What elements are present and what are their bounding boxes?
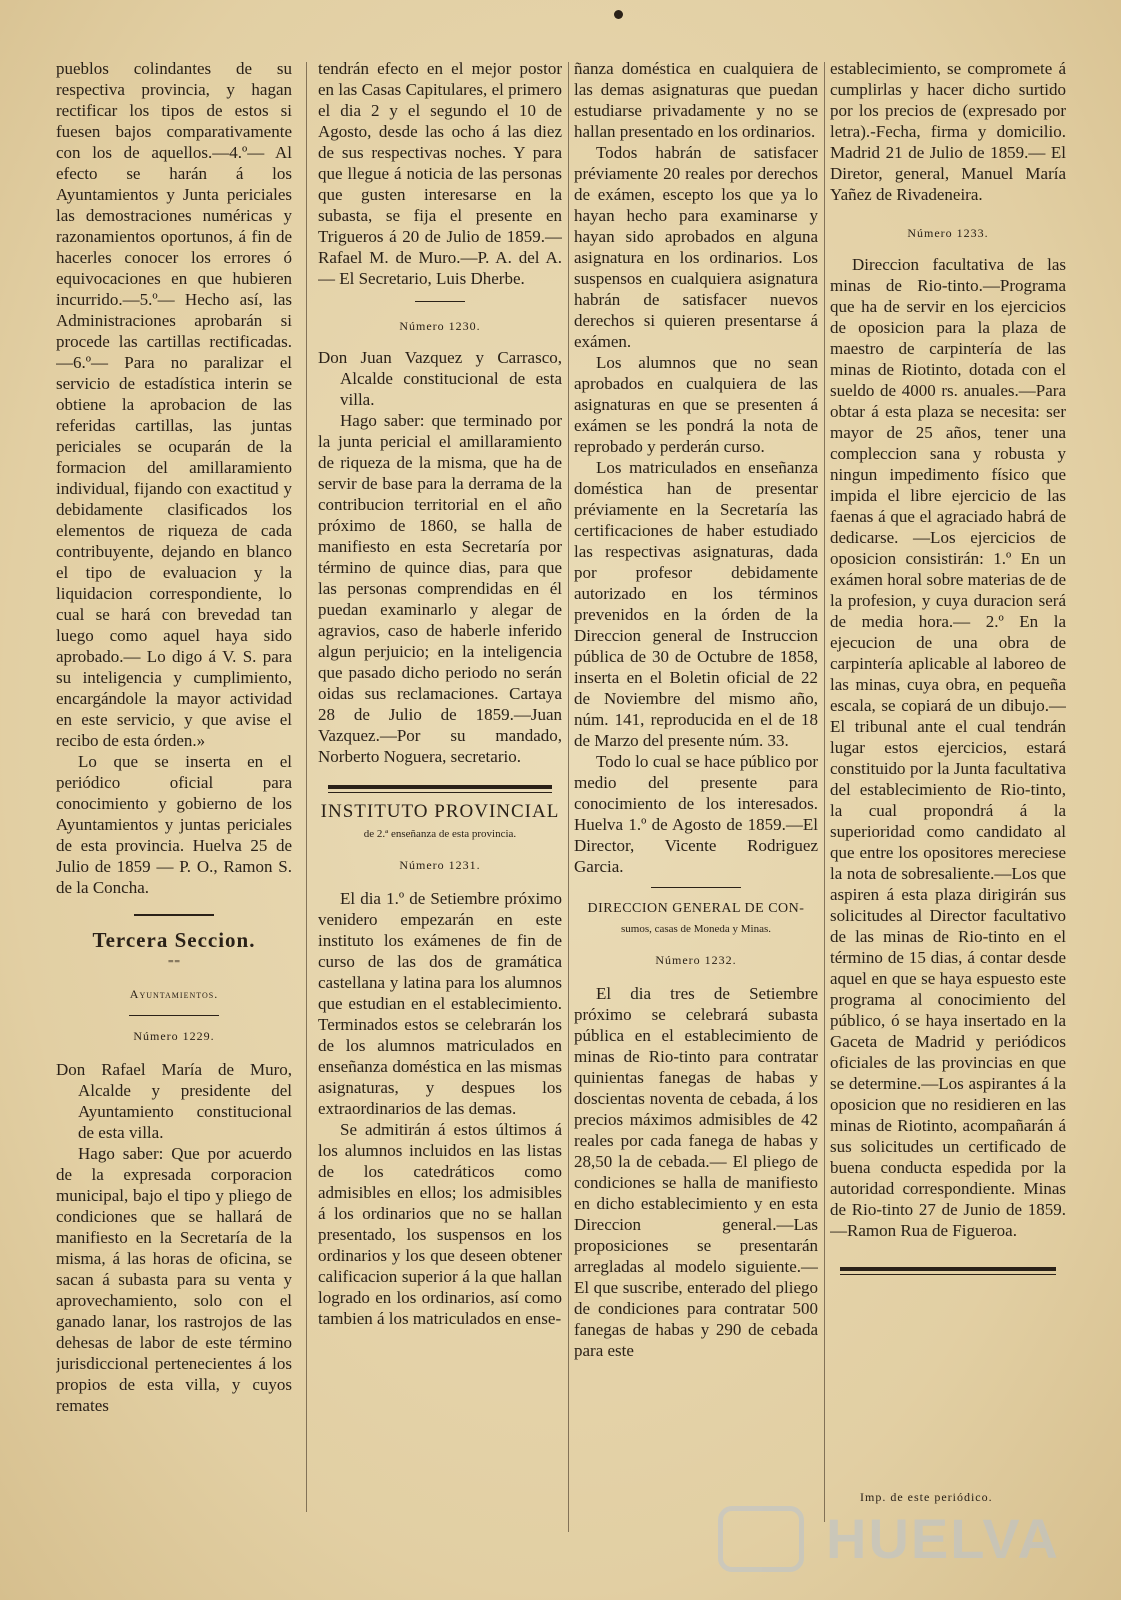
imprint: Imp. de este periódico. xyxy=(860,1490,993,1504)
col2-paragraph-1: tendrán efecto en el mejor postor en las Casas Capitulares, el primero el dia 2 y el segundo el 10 de Agosto, desde las ocho á las diez de sus respectivas noches. Y para que llegue á noticia de las personas que gusten interesarse en la subasta, se fija el presente en Trigueros á 20 de Julio de 1859.—Rafael M. de Muro.—P. A. del A.— El Secretario, Luis Dherbe. xyxy=(318,59,562,288)
ink-dot xyxy=(614,10,623,19)
col3-paragraph-5: Todo lo cual se hace público por medio del presente para conocimiento de los interesados. Huelva 1.º de Agosto de 1859.—El Director, Vicente Rodriguez Garcia. xyxy=(574,752,818,876)
instituto-subtitle: de 2.ª enseñanza de esta provincia. xyxy=(363,828,517,840)
col3-paragraph-6: El dia tres de Setiembre próximo se celebrará subasta pública en el establecimiento de minas de Rio-tinto para contratar quinientas fanegas de habas y doscientas noventa de cebada, á los precios máximos admisibles de 42 reales por cada fanega de habas y 28,50 la de cebada.— El pliego de condiciones se halla de manifiesto en dicho establecimiento y en esta Direccion general.—Las proposiciones se presentarán arregladas al modelo siguiente.— El que suscribe, enterado del pliego de condiciones para contratar 500 fanegas de habas y 290 de cebada para este xyxy=(574,984,818,1360)
divider xyxy=(134,914,214,916)
column-4 xyxy=(830,58,1066,1283)
number-1230: Número 1230. xyxy=(399,319,481,333)
direccion-title: DIRECCION GENERAL DE CON- xyxy=(587,901,805,916)
divider xyxy=(129,1015,219,1016)
col3-paragraph-4: Los matriculados en enseñanza doméstica han de presentar préviamente en la Secretaría las certificaciones de haber estudiado las respectivas asignaturas, dada por profesor debidamente autorizado en los términos prevenidos en la órden de la Direccion general de Instruccion pública de 30 de Octubre de 1858, inserta en el Boletin oficial de 22 de Noviembre del mismo año, núm. 141, reproducida en el de 18 de Marzo del presente núm. 33. xyxy=(574,458,818,750)
section-subtitle: Ayuntamientos. xyxy=(129,987,219,1001)
col1-paragraph-3: Don Rafael María de Muro, Alcalde y presidente del Ayuntamiento constitucional de esta villa. xyxy=(56,1060,292,1142)
section-title: Tercera Seccion. xyxy=(92,928,256,952)
column-rule xyxy=(824,62,825,1522)
double-rule xyxy=(840,1267,1056,1275)
col1-paragraph-4: Hago saber: Que por acuerdo de la expresada corporacion municipal, bajo el tipo y pliego de condiciones que se hallará de manifiesto en la Secretaría de la misma, á las horas de oficina, se sacan á subasta para su venta y aprovechamiento, solo con el ganado lanar, los rastrojos de las dehesas de labor de este término jurisdiccional pertenecientes á los propios de esta villa, y cuyos remates xyxy=(56,1144,292,1415)
column-rule xyxy=(568,62,569,1532)
huelva-watermark xyxy=(718,1500,1060,1580)
col3-paragraph-2: Todos habrán de satisfacer préviamente 20 reales por derechos de exámen, escepto los que ya lo hayan hecho para examinarse y hayan sido aprobados en alguna asignatura en los ordinarios. Los suspensos en cualquiera asignatura habrán de satisfacer nuevos derechos si quieren presentarse á exámen. xyxy=(574,143,818,351)
col4-paragraph-1: establecimiento, se compromete á cumplirlas y hacer dicho surtido por los precios de (expresado por letra).-Fecha, firma y domicilio. Madrid 21 de Julio de 1859.— El Diretor, general, Manuel María Yañez de Rivadeneira. xyxy=(830,59,1066,204)
number-1233: Número 1233. xyxy=(907,226,989,240)
col2-paragraph-4: El dia 1.º de Setiembre próximo venidero empezarán en este instituto los exámenes de fin de curso de las dos de gramática castellana y latina para los alumnos que estudian en el establecimiento. Terminados estos se celebrarán los de los alumnos matriculados en enseñanza doméstica en las mismas asignaturas, y despues los extraordinarios de las demas. xyxy=(318,889,562,1118)
number-1229: Número 1229. xyxy=(133,1029,215,1043)
column-1 xyxy=(56,58,292,1416)
col2-paragraph-5: Se admitirán á estos últimos á los alumnos incluidos en las listas de los catedráticos como admisibles en ellos; los admisibles á los ordinarios que no se hallan presentado, los suspensos en los ordinarios y los que deseen obtener calificacion superior á la que hallan logrado en los ordinarios, así como tambien á los matriculados en ense- xyxy=(318,1120,562,1328)
instituto-title: INSTITUTO PROVINCIAL xyxy=(320,801,560,822)
divider xyxy=(415,301,465,302)
column-2 xyxy=(318,58,562,1329)
column-rule xyxy=(306,62,307,1512)
col3-paragraph-1: ñanza doméstica en cualquiera de las demas asignaturas que puedan estudiarse privadamente y no se hallan presentado en los ordinarios. xyxy=(574,59,818,141)
double-rule xyxy=(328,785,552,793)
number-1231: Número 1231. xyxy=(399,858,481,872)
column-3 xyxy=(574,58,818,1361)
col1-paragraph-2: Lo que se inserta en el periódico oficial para conocimiento y gobierno de los Ayuntamientos y juntas periciales de esta provincia. Huelva 25 de Julio de 1859 — P. O., Ramon S. de la Concha. xyxy=(56,752,292,897)
direccion-subtitle: sumos, casas de Moneda y Minas. xyxy=(620,923,771,935)
watermark-logo-icon xyxy=(718,1506,804,1572)
ornament-divider: ⁼⁼ xyxy=(167,956,181,970)
col2-paragraph-2: Don Juan Vazquez y Carrasco, Alcalde constitucional de esta villa. xyxy=(318,348,562,409)
col2-paragraph-3: Hago saber: que terminado por la junta pericial el amillaramiento de riqueza de la misma, que ha de servir de base para la derrama de la contribucion territorial en el año próximo de 1860, se halla de manifiesto en esta Secretaría por término de quince dias, para que las personas comprendidas en él puedan examinarlo y alegar de agravios, caso de haberle inferido algun perjuicio; en la inteligencia que pasado dicho periodo no serán oidas sus reclamaciones. Cartaya 28 de Julio de 1859.—Juan Vazquez.—Por su mandado, Norberto Noguera, secretario. xyxy=(318,411,562,766)
watermark-text: HUELVA xyxy=(826,1507,1060,1570)
col3-paragraph-3: Los alumnos que no sean aprobados en cualquiera de las asignaturas en que se presenten á exámen se les pondrá la nota de reprobado y perderán curso. xyxy=(574,353,818,456)
divider xyxy=(651,887,741,888)
col4-paragraph-2: Direccion facultativa de las minas de Rio-tinto.—Programa que ha de servir en los ejercicios de oposicion para la plaza de maestro de carpintería de las minas de Riotinto, dotada con el sueldo de 4000 rs. anuales.—Para obtar á esta plaza se necesita: ser mayor de 25 años, tener una compleccion sana y robusta y ningun impedimento físico que impida el libre ejercicio de las faenas á que el agraciado habrá de dedicarse. —Los ejercicios de oposicion consistirán: 1.º En un exámen horal sobre materias de de la profesion, y cuya duracion será de media hora.— 2.º En la ejecucion de una obra de carpintería aplicable al laboreo de las minas, cuya obra, en pequeña escala, se copiará de un dibujo.—El tribunal ante el cual tendrán lugar estos ejercicios, estará constituido por la Junta facultativa del establecimiento de Rio-tinto, la cual propondrá á la superioridad como candidato al que entre los opositores mereciese la nota de sobresaliente.—Los que aspiren á esta plaza dirigirán sus solicitudes al Director facultativo de las minas de Rio-tinto en el término de 15 dias, á contar desde aquel en que se haya espuesto este programa al conocimiento del público, ó se haya insertado en la Gaceta de Madrid y periódicos oficiales de las provincias en que se determine.—Los aspirantes á la oposicion que no residieren en las minas de Riotinto, acompañarán á sus solicitudes un certificado de buena conducta espedida por la autoridad correspondiente. Minas de Rio-tinto 27 de Junio de 1859.—Ramon Rua de Figueroa. xyxy=(830,255,1066,1240)
col1-paragraph-1: pueblos colindantes de su respectiva provincia, y hagan rectificar los tipos de estos si fuesen bajos comparativamente con los de aquellos.—4.º— Al efecto se harán á los Ayuntamientos y Junta periciales las demostraciones numéricas y razonamientos oportunos, á fin de hacerles conocer los errores ó equivocaciones en que hubieren incurrido.—5.º— Hecho así, las Administraciones aprobarán si procede las cartillas rectificadas.—6.º— Para no paralizar el servicio de estadística interin se obtiene la aprobacion de las referidas cartillas, las juntas periciales se ocuparán de la formacion del amillaramiento individual, fijando con exactitud y debidamente clasificados los elementos de riqueza de cada contribuyente, dejando en blanco el tipo de evaluacion y la liquidacion correspondiente, lo cual se hará con brevedad tan luego como aquel haya sido aprobado.— Lo digo á V. S. para su inteligencia y cumplimiento, encargándole la mayor actividad en este servicio, y que avise el recibo de esta órden.» xyxy=(56,59,292,750)
number-1232: Número 1232. xyxy=(655,953,737,967)
